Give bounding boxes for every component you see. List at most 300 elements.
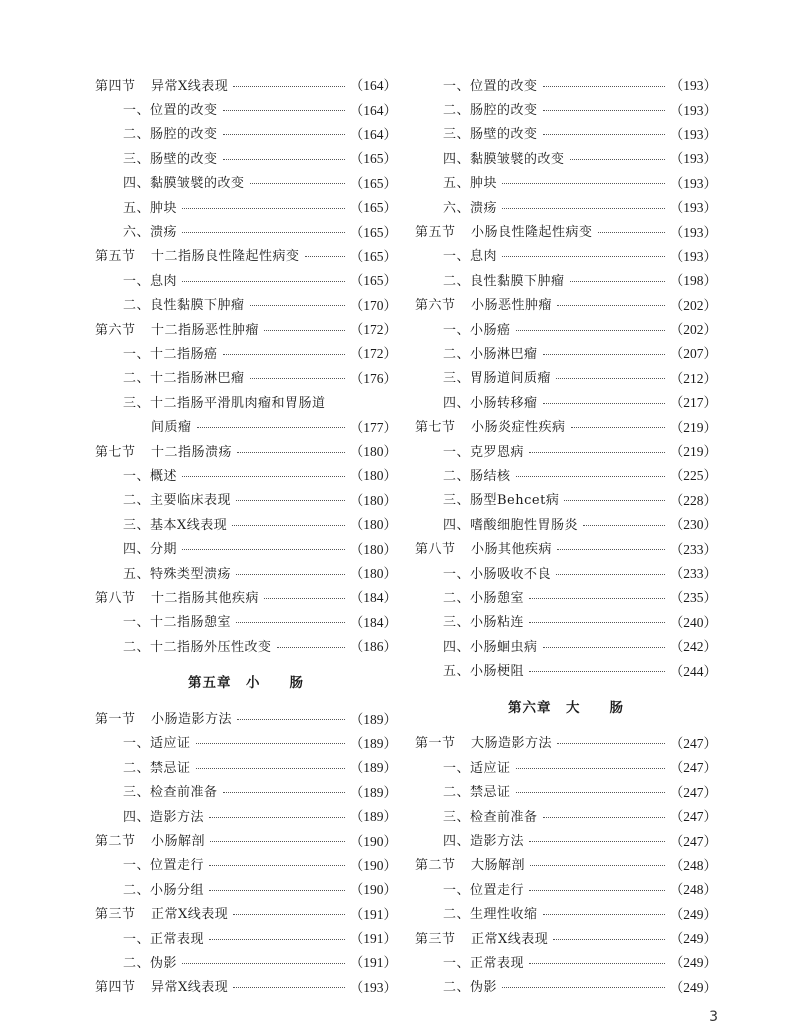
- toc-entry-title: 一、位置走行: [443, 882, 525, 898]
- toc-entry-title: 二、禁忌证: [123, 760, 191, 776]
- toc-entry-row: [95, 803, 397, 827]
- dot-leader: [543, 134, 665, 135]
- toc-entry-title: 一、正常表现: [123, 931, 205, 947]
- toc-entry-label: [415, 757, 511, 776]
- toc-page-ref: （190）: [349, 833, 397, 849]
- toc-section-row: [415, 730, 717, 754]
- toc-page-ref: （233）: [669, 566, 717, 581]
- toc-entry-label: [415, 489, 559, 508]
- toc-entry-title: 五、肿块: [443, 176, 498, 192]
- chapter-title: 第五章 小 肠: [188, 675, 304, 692]
- toc-entry-row: [415, 827, 717, 851]
- toc-page-ref: （189）: [349, 760, 397, 776]
- dot-leader: [250, 183, 345, 184]
- toc-entry-title: 二、良性黏膜下肿瘤: [443, 273, 565, 289]
- toc-entry-label: [415, 416, 566, 435]
- toc-entry-title: 一、位置的改变: [123, 103, 218, 119]
- toc-entry-title: 十二指肠溃疡: [151, 444, 233, 460]
- dot-leader: [264, 598, 345, 599]
- dot-leader: [502, 208, 665, 209]
- toc-page-ref: （180）: [349, 517, 397, 533]
- toc-entry-label: [415, 854, 525, 873]
- section-number: 第二节: [415, 858, 456, 874]
- toc-page-ref: （180）: [349, 492, 397, 508]
- dot-leader: [277, 647, 345, 648]
- dot-leader: [516, 792, 665, 793]
- dot-leader: [516, 476, 665, 477]
- toc-section-row: [95, 438, 397, 462]
- dot-leader: [209, 817, 345, 818]
- toc-entry-title: 十二指肠恶性肿瘤: [151, 322, 260, 338]
- toc-page-ref: （193）: [669, 78, 717, 94]
- dot-leader: [516, 768, 665, 769]
- dot-leader: [570, 281, 665, 282]
- toc-entry-row: [415, 511, 717, 535]
- toc-page-ref: （244）: [669, 663, 717, 679]
- toc-section-row: [95, 974, 397, 998]
- toc-page-ref: （184）: [349, 614, 397, 630]
- toc-entry-row: [415, 121, 717, 145]
- toc-entry-row: [415, 633, 717, 657]
- toc-page-ref: （198）: [669, 273, 717, 289]
- toc-entry-title: 四、小肠蛔虫病: [443, 639, 538, 655]
- toc-entry-label: [415, 587, 524, 606]
- section-number: 第五节: [95, 249, 136, 265]
- section-number: 第三节: [95, 907, 136, 923]
- dot-leader: [557, 549, 665, 550]
- toc-entry-title: 一、位置走行: [123, 858, 205, 874]
- toc-entry-label: [415, 538, 552, 557]
- dot-leader: [570, 159, 665, 160]
- toc-entry-label: [95, 221, 177, 240]
- section-number: 第四节: [95, 980, 136, 996]
- toc-entry-title: 三、肠壁的改变: [123, 151, 218, 167]
- dot-leader: [502, 256, 665, 257]
- toc-page-ref: （189）: [349, 809, 397, 825]
- toc-entry-row: [415, 584, 717, 608]
- toc-entry-title: 大肠造影方法: [471, 736, 553, 752]
- toc-entry-title: 三、十二指肠平滑肌肉瘤和胃肠道: [123, 395, 326, 411]
- toc-page-ref: （193）: [669, 224, 717, 240]
- toc-entry-row: [415, 609, 717, 633]
- section-number: 第六节: [415, 298, 456, 314]
- toc-entry-label: [415, 123, 538, 142]
- toc-page-ref: （247）: [669, 760, 717, 776]
- section-number: 第七节: [415, 420, 456, 436]
- toc-entry-row: [415, 365, 717, 389]
- section-number: 第二节: [95, 834, 136, 850]
- toc-entry-label: [95, 538, 177, 557]
- dot-leader: [556, 574, 665, 575]
- section-number: 第七节: [95, 444, 136, 460]
- toc-entry-title: 一、息肉: [443, 249, 498, 265]
- dot-leader: [182, 476, 345, 477]
- toc-page-ref: （180）: [349, 444, 397, 460]
- dot-leader: [529, 452, 665, 453]
- toc-page-ref: （219）: [669, 419, 717, 435]
- toc-page-ref: （242）: [669, 639, 717, 655]
- dot-leader: [543, 354, 665, 355]
- section-number: 第八节: [415, 542, 456, 558]
- dot-leader: [233, 914, 344, 915]
- chapter-title: 第六章 大 肠: [508, 699, 624, 716]
- toc-entry-title: 六、溃疡: [123, 225, 178, 241]
- toc-entry-label: [95, 708, 232, 727]
- toc-section-row: [95, 584, 397, 608]
- toc-page-ref: （193）: [669, 102, 717, 118]
- toc-entry-label: [95, 99, 218, 118]
- toc-entry-label: [95, 270, 177, 289]
- toc-page-ref: （176）: [349, 370, 397, 386]
- toc-entry-label: [95, 636, 272, 655]
- toc-entry-label: [415, 465, 511, 484]
- toc-entry-title: 五、肿块: [123, 200, 178, 216]
- toc-page-ref: （248）: [669, 882, 717, 898]
- dot-leader: [264, 330, 345, 331]
- toc-entry-row: [95, 949, 397, 973]
- toc-entry-title: 二、主要临床表现: [123, 493, 232, 509]
- toc-entry-label: [415, 172, 497, 191]
- toc-entry-row: [415, 487, 717, 511]
- dot-leader: [543, 110, 665, 111]
- toc-section-row: [95, 316, 397, 340]
- section-number: 第六节: [95, 322, 136, 338]
- toc-entry-label: [95, 172, 245, 191]
- toc-entry-title: 四、小肠转移瘤: [443, 395, 538, 411]
- toc-entry-label: [95, 148, 218, 167]
- toc-column-right: [415, 72, 717, 998]
- toc-page-ref: （207）: [669, 346, 717, 362]
- dot-leader: [516, 330, 665, 331]
- toc-entry-title: 三、检查前准备: [443, 809, 538, 825]
- toc-entry-label: [95, 441, 232, 460]
- toc-entry-label: [415, 221, 593, 240]
- toc-page-ref: （180）: [349, 468, 397, 484]
- toc-page-ref: （165）: [349, 273, 397, 289]
- toc-entry-row: [95, 389, 397, 413]
- toc-entry-title: 二、十二指肠淋巴瘤: [123, 371, 245, 387]
- dot-leader: [223, 110, 345, 111]
- toc-entry-title: 二、良性黏膜下肿瘤: [123, 298, 245, 314]
- toc-entry-label: [95, 489, 231, 508]
- section-number: 第一节: [415, 736, 456, 752]
- toc-entry-row: [415, 901, 717, 925]
- toc-page-ref: （247）: [669, 809, 717, 825]
- toc-entry-label: [415, 781, 511, 800]
- toc-page-ref: （193）: [349, 979, 397, 995]
- toc-page-ref: （165）: [349, 248, 397, 264]
- toc-entry-label: [415, 75, 538, 94]
- toc-section-row: [95, 243, 397, 267]
- toc-section-row: [415, 925, 717, 949]
- toc-entry-label: [415, 879, 524, 898]
- toc-entry-label: [95, 903, 228, 922]
- toc-entry-label: [95, 879, 204, 898]
- toc-page-ref: （164）: [349, 102, 397, 118]
- toc-entry-title: 十二指肠良性隆起性病变: [151, 249, 300, 265]
- toc-entry-label: [415, 367, 551, 386]
- toc-entry-title: 二、生理性收缩: [443, 907, 538, 923]
- dot-leader: [529, 598, 665, 599]
- toc-entry-row: [95, 365, 397, 389]
- toc-entry-title: 四、黏膜皱襞的改变: [123, 176, 245, 192]
- toc-entry-title: 二、小肠分组: [123, 882, 205, 898]
- dot-leader: [543, 914, 665, 915]
- toc-entry-label: [415, 806, 538, 825]
- dot-leader: [236, 574, 345, 575]
- dot-leader: [250, 305, 345, 306]
- toc-continuation-row: [95, 413, 397, 437]
- toc-page-ref: （193）: [669, 200, 717, 216]
- toc-entry-title: 二、伪影: [443, 980, 498, 996]
- chapter-heading: [95, 657, 397, 705]
- toc-entry-title: 四、造影方法: [443, 834, 525, 850]
- toc-page-ref: （189）: [349, 735, 397, 751]
- toc-entry-label: [415, 270, 565, 289]
- toc-entry-row: [415, 145, 717, 169]
- toc-entry-row: [415, 974, 717, 998]
- dot-leader: [209, 939, 345, 940]
- toc-entry-row: [95, 633, 397, 657]
- toc-page-ref: （191）: [349, 906, 397, 922]
- dot-leader: [502, 987, 665, 988]
- toc-page-ref: （249）: [669, 955, 717, 971]
- dot-leader: [182, 208, 345, 209]
- toc-entry-title: 一、小肠癌: [443, 322, 511, 338]
- dot-leader: [196, 768, 345, 769]
- toc-entry-label: [95, 392, 326, 411]
- toc-entry-label: [415, 611, 524, 630]
- toc-entry-row: [95, 145, 397, 169]
- toc-entry-title: 一、息肉: [123, 273, 178, 289]
- dot-leader: [557, 743, 665, 744]
- toc-entry-row: [95, 218, 397, 242]
- toc-entry-label: [95, 514, 227, 533]
- toc-entry-title: 一、适应证: [123, 736, 191, 752]
- toc-entry-row: [415, 267, 717, 291]
- toc-page-ref: （225）: [669, 468, 717, 484]
- toc-entry-row: [415, 316, 717, 340]
- toc-entry-title: 四、分期: [123, 542, 178, 558]
- toc-entry-label: [95, 830, 205, 849]
- toc-entry-label: [415, 148, 565, 167]
- dot-leader: [182, 232, 345, 233]
- toc-entry-row: [95, 730, 397, 754]
- toc-entry-row: [415, 72, 717, 96]
- toc-page-ref: （193）: [669, 175, 717, 191]
- toc-page-ref: （189）: [349, 711, 397, 727]
- dot-leader: [236, 500, 345, 501]
- toc-entry-label: [415, 903, 538, 922]
- toc-entry-label: [95, 854, 204, 873]
- toc-entry-row: [415, 340, 717, 364]
- toc-page-ref: （191）: [349, 955, 397, 971]
- toc-entry-label: [95, 757, 191, 776]
- toc-page-ref: （172）: [349, 346, 397, 362]
- toc-entry-row: [415, 803, 717, 827]
- toc-entry-label: [415, 514, 578, 533]
- toc-page-ref: （165）: [349, 175, 397, 191]
- toc-entry-title: 二、禁忌证: [443, 785, 511, 801]
- toc-page-ref: （249）: [669, 931, 717, 947]
- toc-entry-title: 二、肠腔的改变: [123, 127, 218, 143]
- dot-leader: [598, 232, 665, 233]
- toc-section-row: [415, 292, 717, 316]
- dot-leader: [543, 403, 665, 404]
- toc-entry-title: 三、肠型Behcet病: [443, 493, 560, 509]
- dot-leader: [543, 86, 665, 87]
- toc-entry-row: [95, 754, 397, 778]
- toc-entry-title: 正常X线表现: [151, 907, 229, 923]
- toc-entry-title: 间质瘤: [151, 420, 192, 436]
- toc-section-row: [415, 852, 717, 876]
- toc-entry-row: [95, 876, 397, 900]
- dot-leader: [196, 743, 345, 744]
- dot-leader: [182, 549, 345, 550]
- toc-page-ref: （219）: [669, 444, 717, 460]
- toc-entry-label: [95, 416, 192, 435]
- toc-entry-title: 大肠解剖: [471, 858, 526, 874]
- dot-leader: [223, 792, 345, 793]
- toc-page-ref: （165）: [349, 200, 397, 216]
- toc-entry-title: 异常X线表现: [151, 980, 229, 996]
- toc-entry-label: [95, 563, 231, 582]
- toc-entry-label: [95, 75, 228, 94]
- dot-leader: [543, 817, 665, 818]
- dot-leader: [236, 622, 345, 623]
- toc-entry-row: [95, 487, 397, 511]
- toc-entry-label: [95, 465, 177, 484]
- toc-page-ref: （235）: [669, 590, 717, 606]
- toc-page-ref: （193）: [669, 126, 717, 142]
- toc-entry-title: 一、正常表现: [443, 955, 525, 971]
- toc-entry-label: [415, 563, 551, 582]
- dot-leader: [553, 939, 664, 940]
- toc-entry-row: [415, 389, 717, 413]
- dot-leader: [556, 378, 665, 379]
- dot-leader: [223, 159, 345, 160]
- toc-page-ref: （189）: [349, 784, 397, 800]
- toc-entry-label: [95, 245, 300, 264]
- toc-page-ref: （233）: [669, 541, 717, 557]
- toc-entry-label: [415, 636, 538, 655]
- toc-entry-title: 五、特殊类型溃疡: [123, 566, 232, 582]
- dot-leader: [529, 841, 665, 842]
- toc-page-ref: （240）: [669, 614, 717, 630]
- toc-entry-label: [95, 806, 204, 825]
- toc-entry-title: 三、检查前准备: [123, 785, 218, 801]
- section-number: 第一节: [95, 712, 136, 728]
- toc-page-ref: （249）: [669, 979, 717, 995]
- toc-entry-row: [95, 925, 397, 949]
- toc-entry-title: 一、位置的改变: [443, 78, 538, 94]
- dot-leader: [182, 281, 345, 282]
- dot-leader: [233, 86, 344, 87]
- toc-page-ref: （202）: [669, 297, 717, 313]
- dot-leader: [571, 427, 665, 428]
- toc-entry-label: [95, 732, 191, 751]
- toc-entry-title: 小肠炎症性疾病: [471, 420, 566, 436]
- toc-entry-title: 四、造影方法: [123, 809, 205, 825]
- toc-section-row: [95, 705, 397, 729]
- dot-leader: [529, 622, 665, 623]
- dot-leader: [529, 890, 665, 891]
- section-number: 第八节: [95, 590, 136, 606]
- toc-entry-label: [415, 294, 552, 313]
- dot-leader: [223, 134, 345, 135]
- toc-entry-row: [95, 267, 397, 291]
- toc-entry-title: 三、小肠粘连: [443, 615, 525, 631]
- dot-leader: [543, 647, 665, 648]
- toc-entry-title: 二、小肠淋巴瘤: [443, 346, 538, 362]
- toc-entry-title: 异常X线表现: [151, 78, 229, 94]
- toc-entry-row: [95, 194, 397, 218]
- toc-page-ref: （177）: [349, 419, 397, 435]
- dot-leader: [223, 354, 345, 355]
- toc-entry-label: [95, 294, 245, 313]
- dot-leader: [557, 305, 665, 306]
- toc-entry-row: [95, 609, 397, 633]
- toc-page-ref: （190）: [349, 882, 397, 898]
- dot-leader: [502, 183, 665, 184]
- toc-page-ref: （249）: [669, 906, 717, 922]
- section-number: 第五节: [415, 225, 456, 241]
- toc-entry-label: [95, 781, 218, 800]
- toc-page-ref: （164）: [349, 78, 397, 94]
- toc-entry-label: [415, 928, 548, 947]
- toc-page-ref: （248）: [669, 857, 717, 873]
- toc-page-ref: （164）: [349, 126, 397, 142]
- toc-page-ref: （193）: [669, 248, 717, 264]
- dot-leader: [250, 378, 345, 379]
- toc-entry-title: 一、十二指肠憩室: [123, 615, 232, 631]
- toc-page-ref: （190）: [349, 857, 397, 873]
- toc-entry-title: 二、伪影: [123, 955, 178, 971]
- toc-entry-label: [415, 732, 552, 751]
- toc-entry-label: [415, 319, 511, 338]
- toc-entry-label: [415, 660, 524, 679]
- dot-leader: [583, 525, 665, 526]
- toc-entry-label: [415, 830, 524, 849]
- toc-entry-row: [415, 194, 717, 218]
- dot-leader: [529, 963, 665, 964]
- toc-entry-title: 小肠解剖: [151, 834, 206, 850]
- toc-entry-row: [415, 876, 717, 900]
- toc-page-ref: （180）: [349, 541, 397, 557]
- toc-entry-row: [95, 170, 397, 194]
- toc-page-ref: （191）: [349, 931, 397, 947]
- toc-entry-title: 正常X线表现: [471, 931, 549, 947]
- toc-page-ref: （212）: [669, 370, 717, 386]
- toc-section-row: [95, 72, 397, 96]
- dot-leader: [209, 890, 345, 891]
- toc-entry-label: [95, 952, 177, 971]
- dot-leader: [237, 719, 345, 720]
- toc-entry-title: 一、克罗恩病: [443, 444, 525, 460]
- toc-page-ref: （193）: [669, 151, 717, 167]
- toc-entry-title: 二、肠腔的改变: [443, 103, 538, 119]
- toc-entry-title: 六、溃疡: [443, 200, 498, 216]
- toc-entry-label: [415, 952, 524, 971]
- toc-entry-label: [415, 197, 497, 216]
- toc-entry-label: [95, 928, 204, 947]
- dot-leader: [232, 525, 344, 526]
- dot-leader: [233, 987, 344, 988]
- toc-entry-row: [95, 340, 397, 364]
- toc-section-row: [415, 535, 717, 559]
- toc-entry-title: 小肠良性隆起性病变: [471, 225, 593, 241]
- toc-entry-row: [415, 657, 717, 681]
